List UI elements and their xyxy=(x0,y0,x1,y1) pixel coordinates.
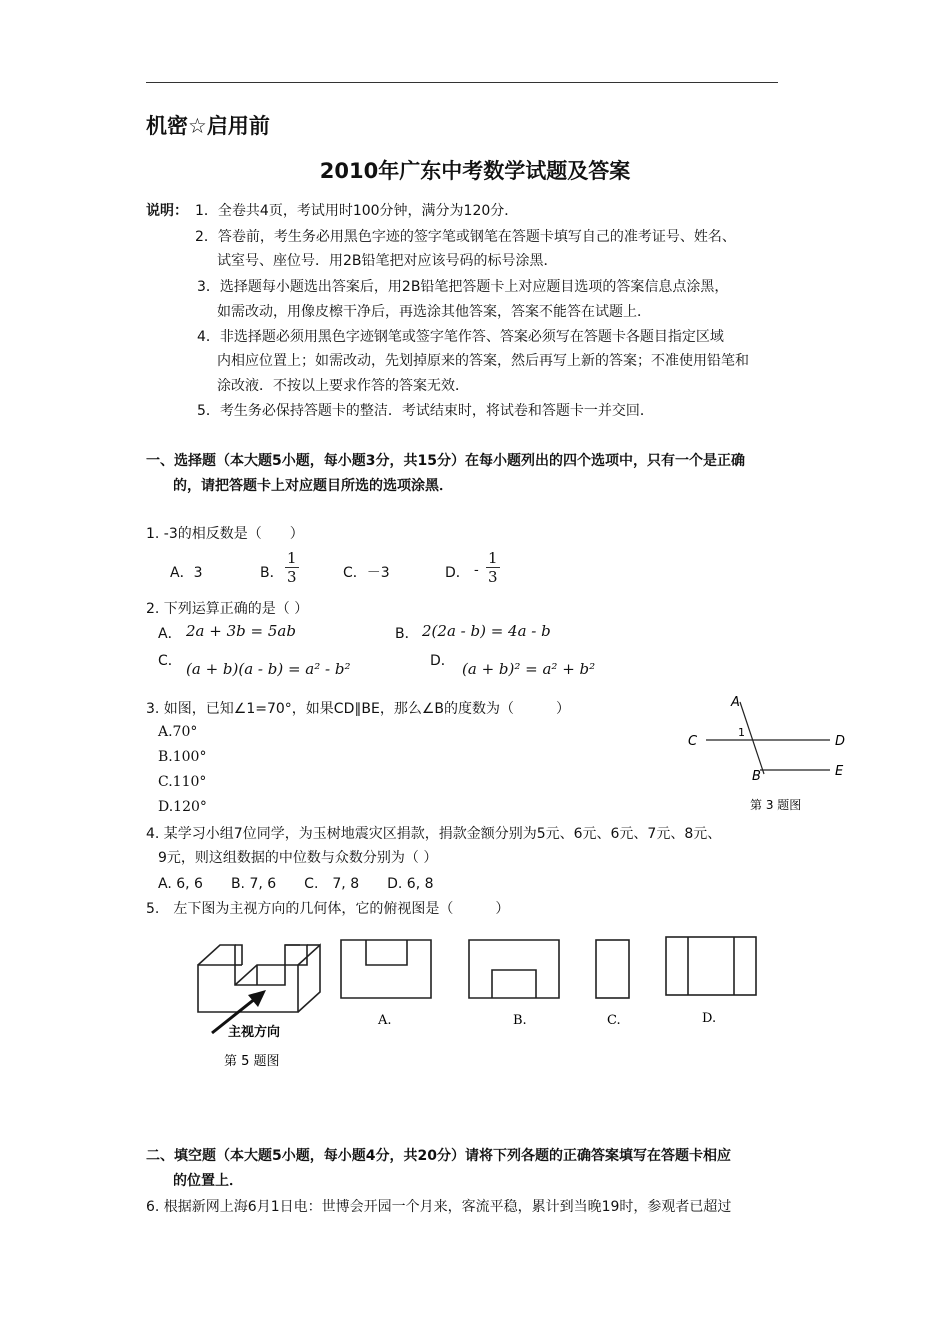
q4-stem: 4. 某学习小组7位同学，为玉树地震灾区捐款，捐款金额分别为5元、6元、6元、7元、8元、 xyxy=(146,826,722,842)
q4-stem-cont: 9元，则这组数据的中位数与众数分别为（ ） xyxy=(158,850,438,866)
option-a-shape xyxy=(341,940,431,998)
q4-options: A. 6, 6 B. 7, 6 C. 7, 8 D. 6, 8 xyxy=(158,876,434,892)
q3-option-c: C.110° xyxy=(158,774,207,790)
section1-heading-cont: 的，请把答题卡上对应题目所选的选项涂黑． xyxy=(173,478,453,494)
q1-stem: 1. -3的相反数是（ ） xyxy=(146,526,304,542)
instructions-label: 说明： xyxy=(146,203,188,219)
point-c-label: C xyxy=(688,734,698,749)
view-direction-label: 主视方向 xyxy=(228,1025,281,1040)
instruction-line: 试室号、座位号．用2B铅笔把对应该号码的标号涂黑． xyxy=(217,253,558,269)
point-b-label: B xyxy=(752,769,761,784)
q2-option-d-label: D． xyxy=(430,653,455,669)
instruction-line: 5．考生务必保持答题卡的整洁．考试结束时，将试卷和答题卡一并交回． xyxy=(197,403,654,419)
q5-figure-caption: 第 5 题图 xyxy=(224,1054,280,1069)
view-arrow-head xyxy=(248,990,266,1007)
q5-figure xyxy=(180,930,760,1080)
q1-option-a: A．3 xyxy=(170,565,203,581)
page-title: 2010年广东中考数学试题及答案 xyxy=(319,159,631,183)
q2-option-a-label: A． xyxy=(158,626,182,642)
q2-option-d-expr: (a + b)² = a² + b² xyxy=(462,660,596,678)
q6-stem: 6. 根据新网上海6月1日电：世博会开园一个月来，客流平稳，累计到当晚19时，参观者已超过 xyxy=(146,1199,732,1215)
instruction-line: 内相应位置上；如需改动，先划掉原来的答案，然后再写上新的答案；不准使用铅笔和 xyxy=(217,353,749,369)
option-c-label: C. xyxy=(607,1013,621,1028)
instruction-line: 4．非选择题必须用黑色字迹钢笔或签字笔作答、答案必须写在答题卡各题目指定区域 xyxy=(197,329,724,345)
q3-option-d: D.120° xyxy=(158,799,207,815)
q1-option-d-fraction: $\frac{1}{3}$ xyxy=(488,549,498,586)
q2-option-b-expr: 2(2a - b) = 4a - b xyxy=(422,622,551,640)
q2-option-a-expr: 2a + 3b = 5ab xyxy=(186,622,296,640)
option-b-shape xyxy=(469,940,559,998)
q1-option-d-sign: - xyxy=(474,562,479,578)
option-d-label: D. xyxy=(702,1011,717,1026)
q3-figure xyxy=(680,688,860,818)
q3-stem: 3. 如图，已知∠1=70°，如果CD∥BE，那么∠B的度数为（ ） xyxy=(146,701,570,717)
point-d-label: D xyxy=(835,734,846,749)
q3-option-b: B.100° xyxy=(158,749,207,765)
option-b-notch xyxy=(492,970,536,998)
option-b-label: B. xyxy=(513,1013,527,1028)
q5-stem: 5. 左下图为主视方向的几何体，它的俯视图是（ ） xyxy=(146,901,510,917)
point-e-label: E xyxy=(835,764,844,779)
instruction-line: 1．全卷共4页，考试用时100分钟，满分为120分． xyxy=(195,203,519,219)
q3-figure-caption: 第 3 题图 xyxy=(750,798,802,812)
q3-option-a: A.70° xyxy=(158,724,198,740)
option-c-shape xyxy=(596,940,629,998)
instruction-line: 2．答卷前，考生务必用黑色字迹的签字笔或钢笔在答题卡填写自己的准考证号、姓名、 xyxy=(195,229,736,245)
q2-stem: 2. 下列运算正确的是（ ） xyxy=(146,601,309,617)
section1-heading: 一、选择题（本大题5小题，每小题3分，共15分）在每小题列出的四个选项中，只有一个是正确 xyxy=(146,453,745,469)
secret-label: 机密☆启用前 xyxy=(146,114,270,138)
q1-option-c: C．－3 xyxy=(343,565,390,581)
angle-1-label: 1 xyxy=(738,726,745,739)
q1-option-b-fraction: $\frac{1}{3}$ xyxy=(287,549,297,586)
q1-option-b: B． xyxy=(260,565,284,581)
q1-option-d: D． xyxy=(445,565,470,581)
option-d-shape xyxy=(666,937,756,995)
instruction-line: 如需改动，用像皮檫干净后，再选涂其他答案，答案不能答在试题上． xyxy=(217,304,651,320)
option-a-notch xyxy=(366,940,407,965)
instruction-line: 3．选择题每小题选出答案后，用2B铅笔把答题卡上对应题目选项的答案信息点涂黑， xyxy=(197,279,729,295)
section2-heading-cont: 的位置上． xyxy=(173,1173,243,1189)
q2-option-b-label: B． xyxy=(395,626,419,642)
header-rule xyxy=(146,82,778,83)
section2-heading: 二、填空题（本大题5小题，每小题4分，共20分）请将下列各题的正确答案填写在答题卡相应 xyxy=(146,1148,731,1164)
option-a-label: A. xyxy=(378,1013,392,1028)
point-a-label: A xyxy=(731,695,740,710)
q2-option-c-label: C． xyxy=(158,653,182,669)
instruction-line: 涂改液．不按以上要求作答的答案无效． xyxy=(217,378,469,394)
q2-option-c-expr: (a + b)(a - b) = a² - b² xyxy=(186,660,351,678)
